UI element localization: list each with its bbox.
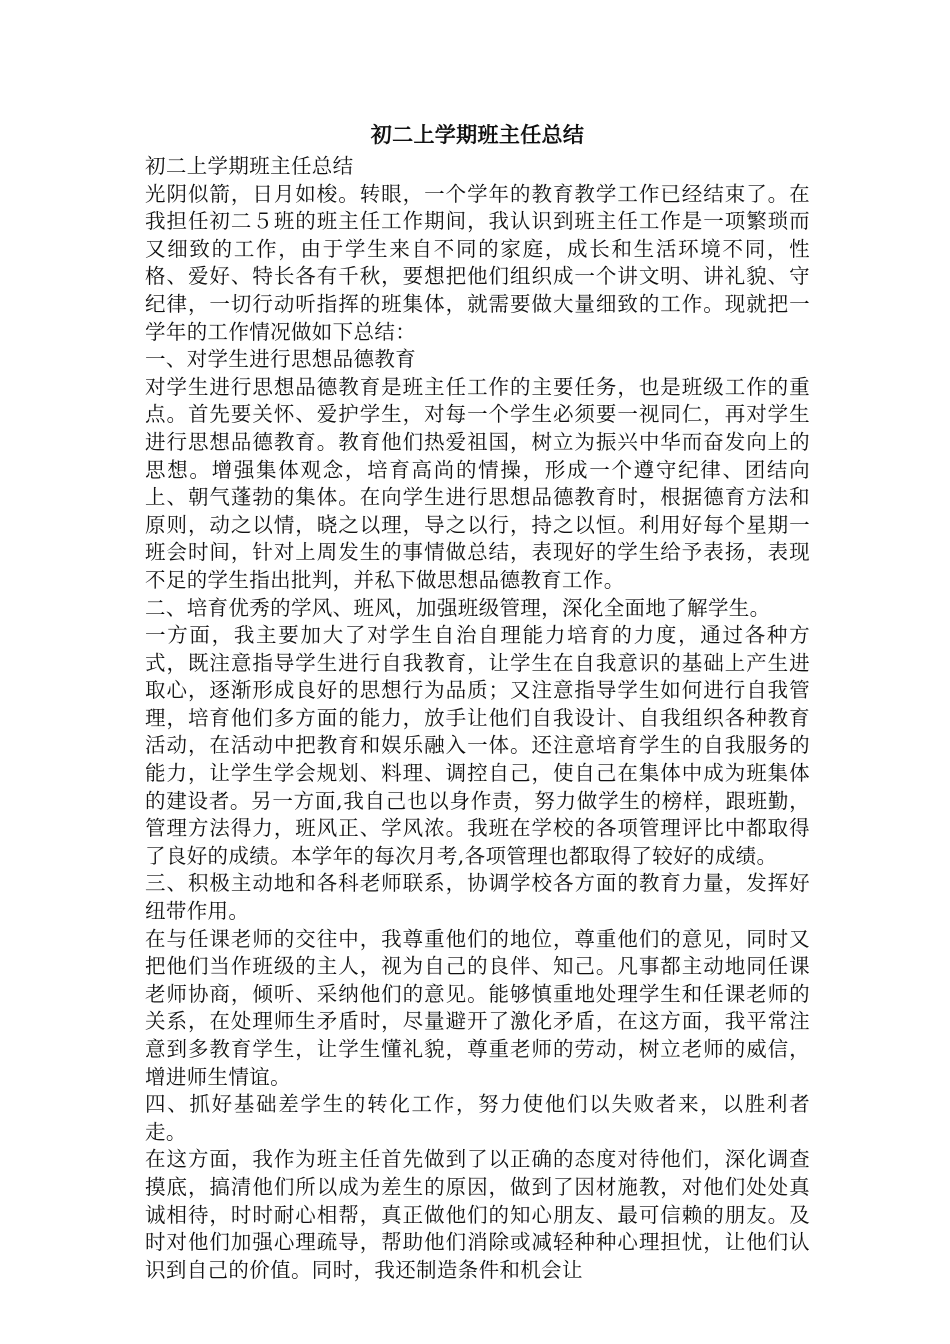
- section-body-2: 一方面，我主要加大了对学生自治自理能力培育的力度，通过各种方式，既注意指导学生进行自我教育，让学生在自我意识的基础上产生进取心，逐渐形成良好的思想行为品质；又注意指导学生如何进行自我管理，培育他们多方面的能力，放手让他们自我设计、自我组织各种教育活动，在活动中把教育和娱乐融入一体。还注意培育学生的自我服务的能力，让学生学会规划、料理、调控自己，使自己在集体中成为班集体的建设者。另一方面,我自己也以身作责，努力做学生的榜样，跟班勤，管理方法得力，班风正、学风浓。我班在学校的各项管理评比中都取得了良好的成绩。本学年的每次月考,各项管理也都取得了较好的成绩。: [145, 623, 810, 868]
- document-subtitle: 初二上学期班主任总结: [145, 154, 354, 178]
- document-page: [145, 118, 810, 1284]
- intro-paragraph: 光阴似箭，日月如梭。转眼，一个学年的教育教学工作已经结束了。在我担任初二５班的班主任工作期间，我认识到班主任工作是一项繁琐而又细致的工作，由于学生来自不同的家庭，成长和生活环境不同，性格、爱好、特长各有千秋，要想把他们组织成一个讲文明、讲礼貌、守纪律，一切行动听指挥的班集体，就需要做大量细致的工作。现就把一学年的工作情况做如下总结：: [145, 181, 810, 344]
- section-heading-4: 四、抓好基础差学生的转化工作，努力使他们以失败者来，以胜利者走。: [145, 1092, 810, 1144]
- section-heading-3: 三、积极主动地和各科老师联系，协调学校各方面的教育力量，发挥好纽带作用。: [145, 871, 810, 924]
- section-heading-2: 二、培育优秀的学风、班风，加强班级管理，深化全面地了解学生。: [145, 595, 771, 620]
- section-body-1: 对学生进行思想品德教育是班主任工作的主要任务，也是班级工作的重点。首先要关怀、爱护学生，对每一个学生必须要一视同仁，再对学生进行思想品德教育。教育他们热爱祖国，树立为振兴中华而奋发向上的思想。增强集体观念，培育高尚的情操，形成一个遵守纪律、团结向上、朝气蓬勃的集体。在向学生进行思想品德教育时，根据德育方法和原则，动之以情，晓之以理，导之以行，持之以恒。利用好每个星期一班会时间，针对上周发生的事情做总结，表现好的学生给予表扬，表现不足的学生指出批判，并私下做思想品德教育工作。: [145, 374, 810, 592]
- section-body-4: 在这方面，我作为班主任首先做到了以正确的态度对待他们，深化调查摸底，搞清他们所以成为差生的原因，做到了因材施教，对他们处处真诚相待，时时耐心相帮，真正做他们的知心朋友、最可信赖的朋友。及时对他们加强心理疏导，帮助他们消除或减轻种种心理担忧，让他们认识到自己的价值。同时，我还制造条件和机会让: [145, 1147, 810, 1282]
- section-body-3: 在与任课老师的交往中，我尊重他们的地位，尊重他们的意见，同时又把他们当作班级的主人，视为自己的良伴、知己。凡事都主动地同任课老师协商，倾听、采纳他们的意见。能够慎重地处理学生和任课老师的关系，在处理师生矛盾时，尽量避开了激化矛盾，在这方面，我平常注意到多教育学生，让学生懂礼貌，尊重老师的劳动，树立老师的威信，增进师生情谊。: [145, 926, 810, 1089]
- section-heading-1: 一、对学生进行思想品德教育: [145, 347, 417, 372]
- document-title: 初二上学期班主任总结: [370, 123, 585, 147]
